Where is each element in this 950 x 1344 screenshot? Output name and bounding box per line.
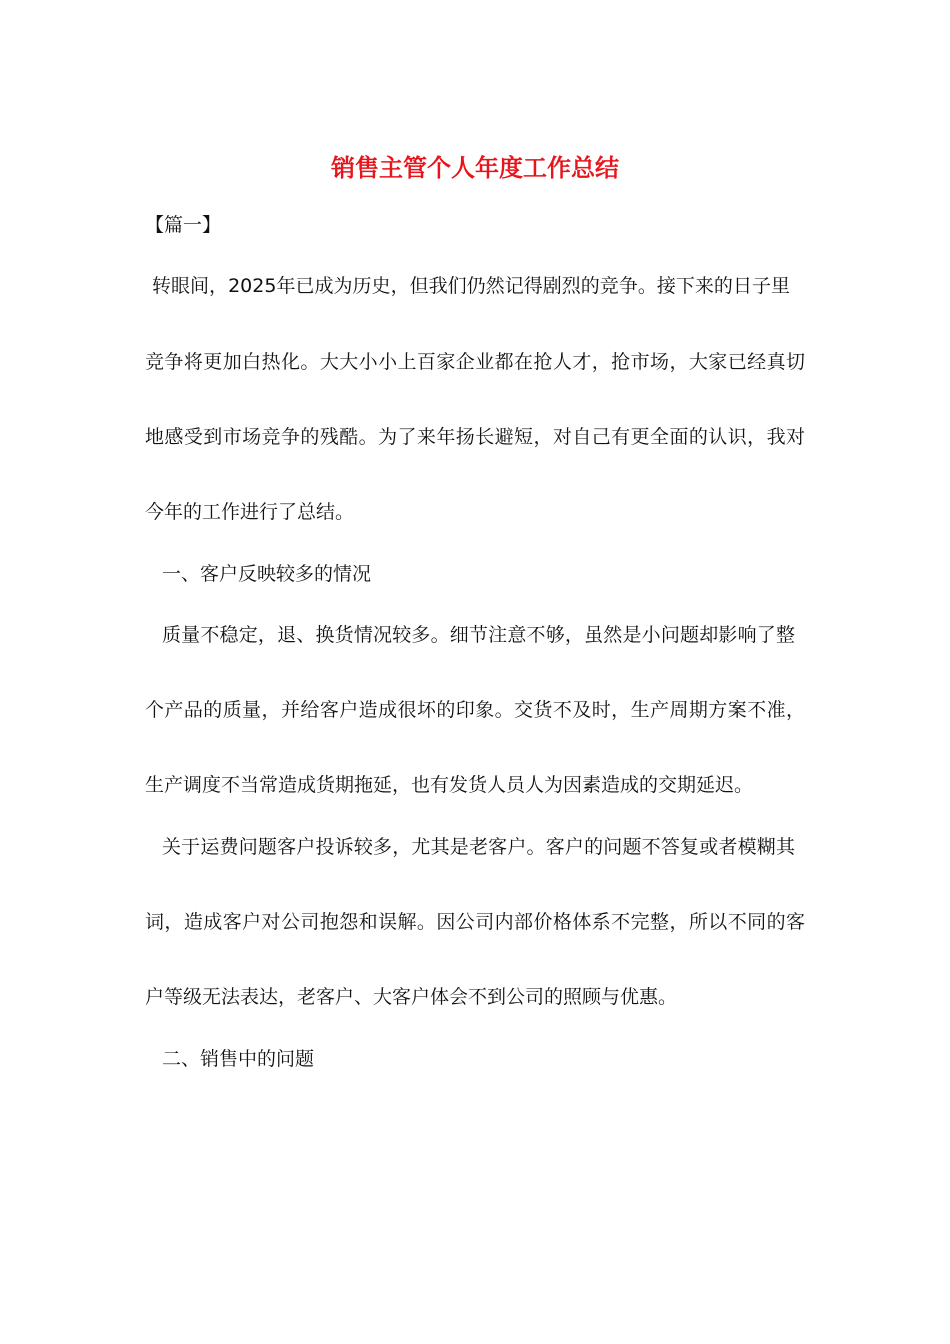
paragraph-line: 个产品的质量，并给客户造成很坏的印象。交货不及时，生产周期方案不准， (145, 699, 805, 721)
paragraph-line: 生产调度不当常造成货期拖延，也有发货人员人为因素造成的交期延迟。 (145, 774, 754, 796)
paragraph-line: 转眼间，2025年已成为历史，但我们仍然记得剧烈的竞争。接下来的日子里 (152, 275, 790, 297)
section-label: 【篇一】 (145, 214, 222, 236)
paragraph-line: 关于运费问题客户投诉较多，尤其是老客户。客户的问题不答复或者模糊其 (162, 836, 795, 858)
section-heading: 一、客户反映较多的情况 (162, 563, 372, 585)
paragraph-line: 地感受到市场竞争的残酷。为了来年扬长避短，对自己有更全面的认识，我对 (145, 426, 805, 448)
paragraph-line: 竞争将更加白热化。大大小小上百家企业都在抢人才，抢市场，大家已经真切 (145, 351, 805, 373)
paragraph-line: 户等级无法表达，老客户、大客户体会不到公司的照顾与优惠。 (145, 986, 678, 1008)
document-title: 销售主管个人年度工作总结 (331, 154, 619, 182)
paragraph-line: 今年的工作进行了总结。 (145, 501, 355, 523)
section-heading: 二、销售中的问题 (162, 1048, 315, 1070)
paragraph-line: 质量不稳定，退、换货情况较多。细节注意不够，虽然是小问题却影响了整 (162, 624, 795, 646)
paragraph-line: 词，造成客户对公司抱怨和误解。因公司内部价格体系不完整，所以不同的客 (145, 911, 805, 933)
